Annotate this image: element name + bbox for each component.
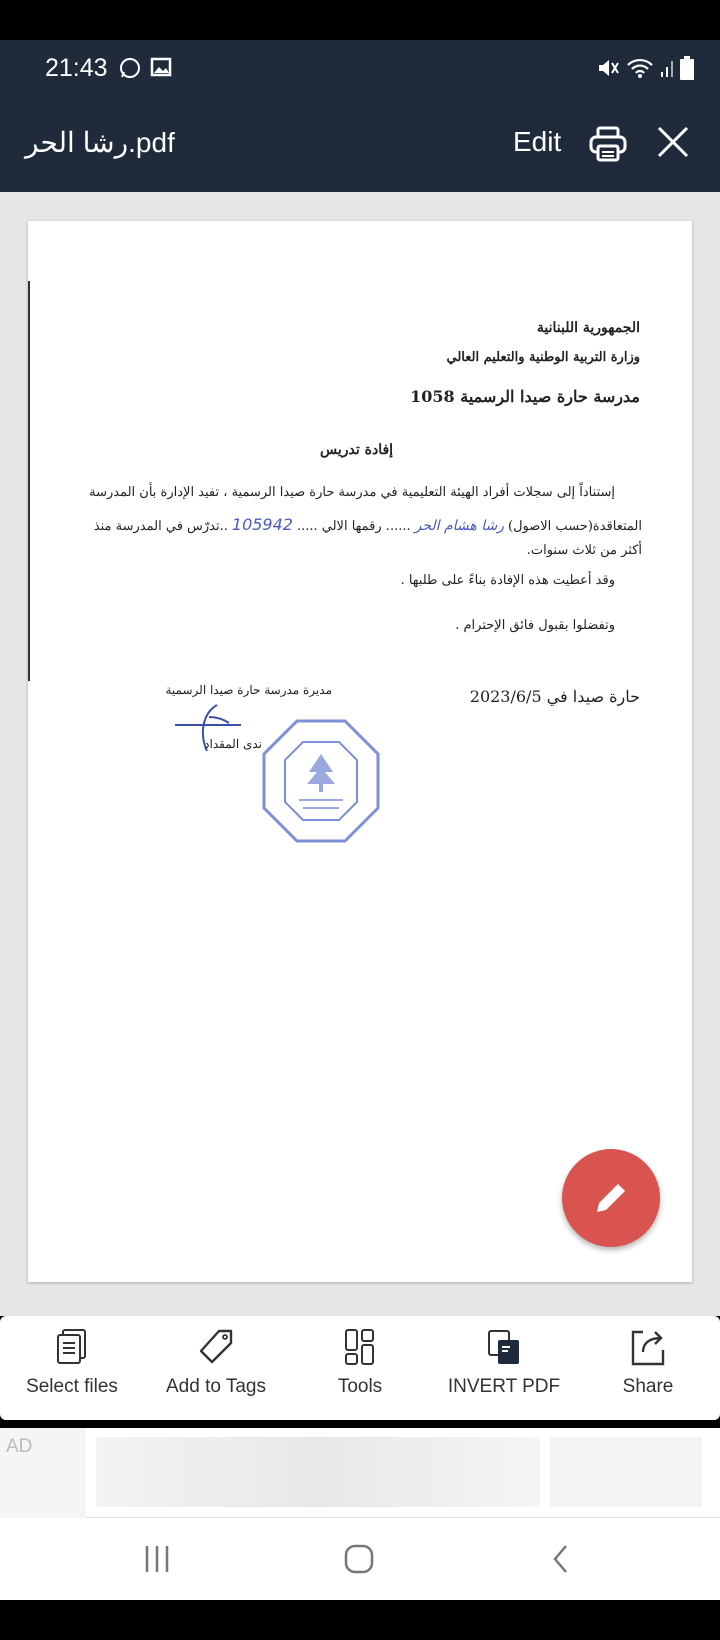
doc-republic: الجمهورية اللبنانية xyxy=(536,320,640,336)
edit-fab-button[interactable] xyxy=(562,1149,660,1247)
home-icon[interactable] xyxy=(343,1543,375,1575)
handwritten-name: رشا هشام الحر xyxy=(414,518,504,534)
edit-button[interactable]: Edit xyxy=(513,126,562,157)
ad-placeholder-side xyxy=(550,1437,702,1507)
close-icon[interactable] xyxy=(655,124,691,160)
add-to-tags-label: Add to Tags xyxy=(165,1376,266,1397)
ad-placeholder-main xyxy=(96,1437,540,1507)
tools-label: Tools xyxy=(337,1376,383,1397)
top-black-bar xyxy=(0,0,720,40)
status-time: 21:43 xyxy=(45,54,108,82)
tag-icon xyxy=(197,1328,235,1366)
official-stamp xyxy=(261,718,381,844)
doc-para-line2-c: ..تدرّس في المدرسة منذ xyxy=(93,519,228,534)
doc-subject: إفادة تدريس xyxy=(320,442,394,458)
doc-para-line2-b: ...... رقمها الالي ..... xyxy=(296,519,411,534)
doc-date: حارة صيدا في 2023/6/5 xyxy=(469,687,640,706)
system-nav-bar xyxy=(0,1518,720,1600)
tools-button[interactable] xyxy=(288,1316,432,1420)
wifi-icon xyxy=(626,57,654,79)
pdf-page xyxy=(28,221,692,1282)
doc-para-line2 xyxy=(94,515,642,534)
doc-ministry: وزارة التربية الوطنية والتعليم العالي xyxy=(446,350,640,365)
tools-icon xyxy=(343,1328,377,1366)
add-to-tags-button[interactable] xyxy=(144,1316,288,1420)
invert-pdf-button[interactable] xyxy=(432,1316,576,1420)
doc-para-line5: وتفضلوا بقبول فائق الإحترام . xyxy=(455,618,615,633)
share-icon xyxy=(629,1328,667,1366)
battery-icon xyxy=(680,56,694,80)
print-icon[interactable] xyxy=(588,124,628,164)
pencil-icon xyxy=(591,1178,631,1218)
signal-icon xyxy=(660,58,674,78)
select-files-label: Select files xyxy=(26,1376,118,1397)
doc-para-line2-a: المتعاقدة(حسب الاصول) xyxy=(508,519,642,534)
whatsapp-icon xyxy=(118,56,142,80)
gallery-icon xyxy=(150,56,172,78)
doc-signatory-name: ندى المقداد xyxy=(204,737,262,751)
ad-banner[interactable] xyxy=(0,1428,720,1518)
share-label: Share xyxy=(622,1376,674,1397)
doc-para-line1: إستناداً إلى سجلات أفراد الهيئة التعليمية في مدرسة حارة صيدا الرسمية ، تفيد الإدارة بأن المدرسة xyxy=(89,485,615,500)
select-files-button[interactable] xyxy=(0,1316,144,1420)
pdf-viewer[interactable] xyxy=(0,192,720,1316)
page-edge-line xyxy=(28,281,30,681)
doc-para-line3: أكثر من ثلاث سنوات. xyxy=(526,543,642,558)
status-bar xyxy=(0,40,720,100)
share-button[interactable] xyxy=(576,1316,720,1420)
doc-para-line4: وقد أعطيت هذه الإفادة بناءً على طلبها . xyxy=(400,573,615,588)
bottom-black-bar xyxy=(0,1600,720,1640)
bottom-toolbar xyxy=(0,1316,720,1420)
invert-pdf-label: INVERT PDF xyxy=(447,1376,561,1397)
ad-label: AD xyxy=(0,1428,86,1518)
app-header xyxy=(0,100,720,192)
doc-school: مدرسة حارة صيدا الرسمية 1058 xyxy=(410,387,640,406)
recent-apps-icon[interactable] xyxy=(143,1544,171,1574)
back-icon[interactable] xyxy=(550,1544,572,1574)
invert-pdf-icon xyxy=(486,1328,522,1366)
mute-icon xyxy=(596,57,620,79)
files-icon xyxy=(55,1328,89,1366)
doc-signatory-title: مديرة مدرسة حارة صيدا الرسمية xyxy=(165,683,332,697)
document-title: رشا الحر.pdf xyxy=(25,127,175,158)
handwritten-number: 105942 xyxy=(231,515,293,534)
